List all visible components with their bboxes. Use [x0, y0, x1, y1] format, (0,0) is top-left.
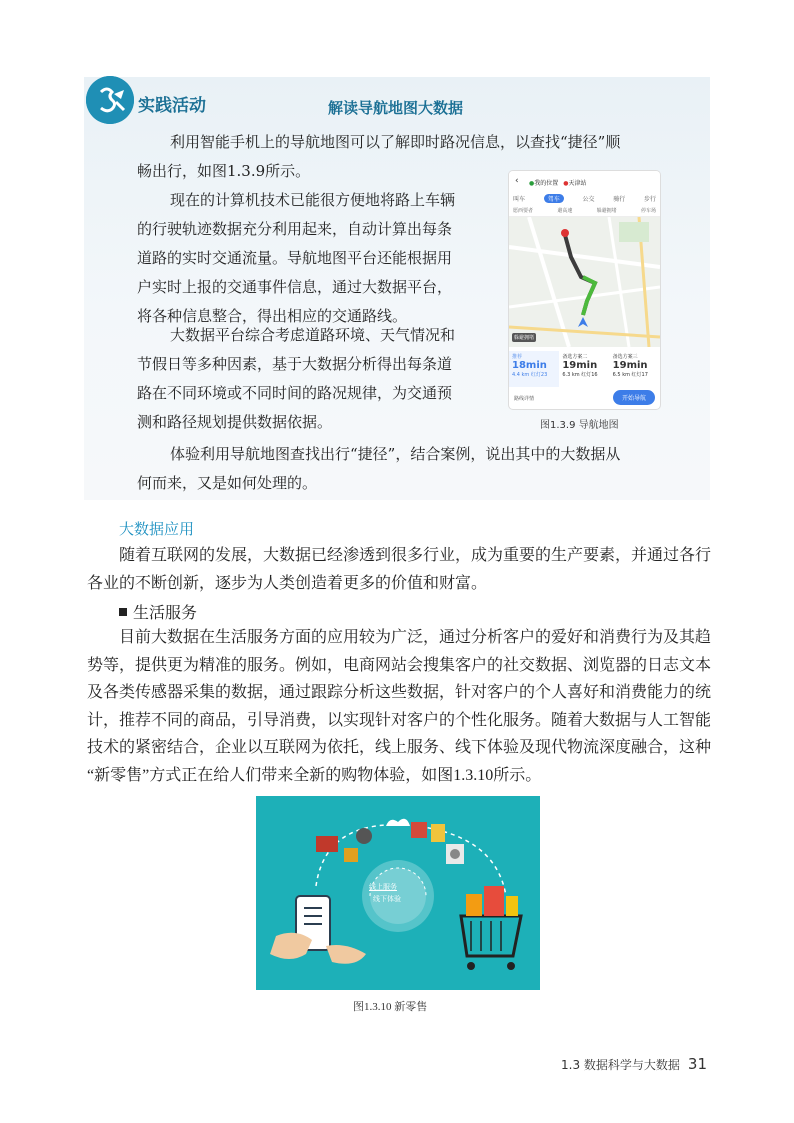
text-line: 势等，提供更为精准的服务。例如，电商网站会搜集客户的社交数据、浏览器的日志文本	[87, 656, 712, 674]
text-line: 大数据平台综合考虑道路环境、天气情况和	[170, 326, 456, 344]
activity-paragraph-4-line-1: 体验利用导航地图查找出行“捷径”，结合案例，说出其中的大数据从	[170, 445, 621, 463]
online-service-label: 线上服务	[369, 883, 397, 891]
section-paragraph-2	[87, 624, 717, 789]
activity-paragraph-2	[137, 186, 455, 331]
square-bullet-icon	[119, 608, 127, 616]
route-choice[interactable]: 备选方案三 19min 6.5 km 红灯17	[612, 354, 648, 378]
traffic-label: 躲避拥堵	[514, 335, 535, 341]
activity-icon	[86, 76, 134, 124]
text-line: 各业的不断创新，逐步为人类创造着更多的价值和财富。	[87, 574, 488, 592]
section-title: 大数据应用	[119, 520, 195, 538]
activity-label: 实践活动	[138, 96, 206, 116]
option-item[interactable]: 避高速	[557, 208, 573, 214]
option-item[interactable]: 愿西要者	[513, 208, 534, 214]
text-line: 将各种信息整合，得出相应的交通路线。	[137, 307, 408, 325]
text-line: 节假日等多种因素，基于大数据分析得出每条道	[137, 355, 453, 373]
tab-bus[interactable]: 公交	[582, 196, 595, 203]
activity-paragraph-1-line-2: 畅出行，如图1.3.9所示。	[137, 162, 311, 180]
route-choice[interactable]: 推荐 18min 4.4 km 红灯23	[509, 351, 559, 387]
activity-paragraph-1-line-1: 利用智能手机上的导航地图可以了解即时路况信息，以查找“捷径”顺	[170, 133, 621, 151]
mode-tabs	[513, 194, 656, 203]
figure-caption-1-3-9: 图1.3.9 导航地图	[540, 420, 619, 431]
tab-walk[interactable]: 步行	[643, 196, 656, 203]
section-paragraph-1	[87, 542, 717, 597]
text-line: 目前大数据在生活服务方面的应用较为广泛，通过分析客户的爱好和消费行为及其趋	[119, 629, 712, 646]
text-line: 现在的计算机技术已能很方便地将路上车辆	[170, 191, 456, 209]
text-line: “新零售”方式正在给人们带来全新的购物体验，如图1.3.10所示。	[87, 766, 542, 784]
route-map[interactable]	[509, 217, 660, 347]
text-line: 及各类传感器采集的数据，通过跟踪分析这些数据，针对客户的个人喜好和消费能力的统	[87, 684, 712, 701]
route-choices	[509, 351, 660, 387]
subsection-title: 生活服务	[119, 600, 197, 623]
text-line: 随着互联网的发展，大数据已经渗透到很多行业，成为重要的生产要素，并通过各行	[119, 547, 712, 564]
page-footer	[561, 1055, 707, 1073]
tab-drive[interactable]: 驾车	[544, 194, 564, 203]
route-details-link[interactable]: 路线详情	[514, 396, 535, 402]
option-item[interactable]: 停车场	[640, 208, 656, 214]
text-line: 道路的实时交通流量。导航地图平台还能根据用	[137, 249, 453, 267]
activity-title: 解读导航地图大数据	[328, 99, 464, 117]
route-from: ●我的位置 ●天津站	[529, 180, 587, 187]
option-item[interactable]: 躲避拥堵	[596, 208, 617, 214]
start-navigation-button[interactable]: 开始导航	[613, 390, 655, 405]
route-options	[513, 207, 656, 214]
activity-paragraph-3	[137, 321, 455, 437]
text-line: 户实时上报的交通事件信息，通过大数据平台，	[137, 278, 453, 296]
tab-taxi[interactable]: 叫车	[513, 196, 526, 203]
text-line: 的行驶轨迹数据充分利用起来，自动计算出每条	[137, 220, 453, 238]
back-icon: ‹	[515, 176, 519, 186]
offline-experience-label: 线下体验	[373, 895, 401, 903]
text-line: 技术的紧密结合，企业以互联网为依托，线上服务、线下体验及现代物流深度融合，这种	[87, 739, 712, 756]
text-line: 测和路径规划提供数据依据。	[137, 413, 333, 431]
text-line: 路在不同环境或不同时间的路况规律，为交通预	[137, 384, 453, 402]
page-number: 31	[687, 1055, 707, 1073]
activity-paragraph-4-line-2: 何而来，又是如何处理的。	[137, 474, 318, 492]
tab-bike[interactable]: 骑行	[613, 196, 626, 203]
footer-section: 1.3 数据科学与大数据	[561, 1058, 680, 1072]
text-line: 计，推荐不同的商品，引导消费，以实现针对客户的个性化服务。随着大数据与人工智能	[87, 711, 712, 729]
new-retail-illustration	[256, 796, 540, 990]
navigation-map-screenshot	[509, 171, 660, 409]
figure-caption-1-3-10: 图1.3.10 新零售	[353, 1001, 428, 1013]
route-choice[interactable]: 备选方案二 19min 6.3 km 红灯16	[562, 354, 598, 378]
